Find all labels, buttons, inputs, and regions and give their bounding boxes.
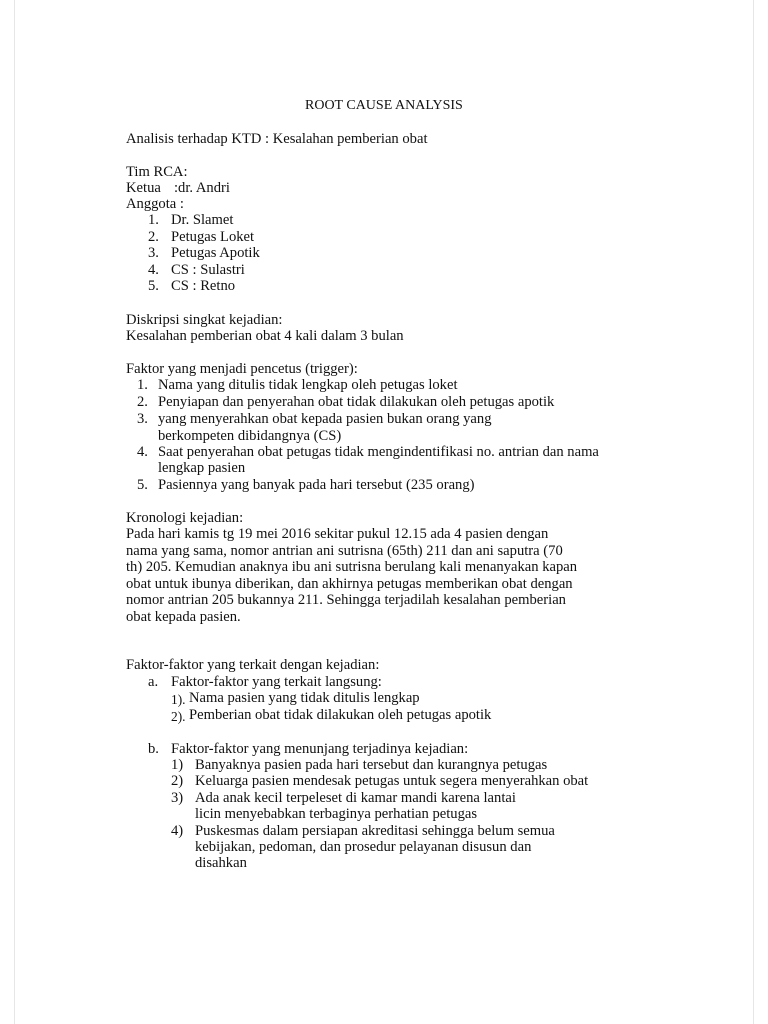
member-name: Petugas Apotik — [171, 245, 260, 261]
deskripsi-text: Kesalahan pemberian obat 4 kali dalam 3 bulan — [126, 328, 404, 344]
faktor-b-text: Ada anak kecil terpeleset di kamar mandi karena lantai — [195, 790, 516, 806]
member-number: 4. — [148, 262, 159, 278]
trigger-text: berkompeten dibidangnya (CS) — [158, 428, 342, 444]
faktor-b-text: Banyaknya pasien pada hari tersebut dan kurangnya petugas — [195, 757, 548, 773]
kronologi-line: obat kepada pasien. — [126, 609, 241, 625]
trigger-number: 4. — [137, 444, 148, 460]
member-number: 2. — [148, 229, 159, 245]
ketua-value: :dr. Andri — [174, 180, 230, 196]
trigger-text: Saat penyerahan obat petugas tidak mengindentifikasi no. antrian dan nama — [158, 444, 599, 460]
faktor-a-number: 1). — [171, 692, 186, 707]
member-name: Petugas Loket — [171, 229, 255, 245]
deskripsi-heading: Diskripsi singkat kejadian: — [126, 312, 283, 328]
trigger-text: lengkap pasien — [158, 460, 246, 476]
trigger-number: 3. — [137, 411, 148, 427]
trigger-heading: Faktor yang menjadi pencetus (trigger): — [126, 361, 358, 377]
faktor-b-number: 1) — [171, 757, 184, 773]
faktor-b-text: Keluarga pasien mendesak petugas untuk segera menyerahkan obat — [195, 773, 589, 789]
trigger-text: Pasiennya yang banyak pada hari tersebut (235 orang) — [158, 477, 475, 493]
trigger-text: Penyiapan dan penyerahan obat tidak dilakukan oleh petugas apotik — [158, 394, 555, 410]
analisis-line: Analisis terhadap KTD : Kesalahan pemberian obat — [126, 131, 428, 147]
member-name: CS : Retno — [171, 278, 236, 294]
faktor-b-text: kebijakan, pedoman, dan prosedur pelayanan disusun dan — [195, 839, 532, 855]
document-page — [14, 0, 754, 1024]
trigger-number: 1. — [137, 377, 148, 393]
kronologi-line: obat untuk ibunya diberikan, dan akhirnya petugas memberikan obat dengan — [126, 576, 573, 592]
kronologi-line: Pada hari kamis tg 19 mei 2016 sekitar pukul 12.15 ada 4 pasien dengan — [126, 526, 549, 542]
trigger-text: Nama yang ditulis tidak lengkap oleh petugas loket — [158, 377, 458, 393]
member-name: Dr. Slamet — [171, 212, 234, 228]
faktor-a-heading: Faktor-faktor yang terkait langsung: — [171, 674, 382, 690]
member-name: CS : Sulastri — [171, 262, 245, 278]
faktor-b-text: licin menyebabkan terbaginya perhatian petugas — [195, 806, 478, 822]
faktor-a-label: a. — [148, 674, 159, 690]
kronologi-line: nama yang sama, nomor antrian ani sutrisna (65th) 211 dan ani saputra (70 — [126, 543, 563, 559]
ketua-label: Ketua — [126, 180, 161, 196]
kronologi-line: nomor antrian 205 bukannya 211. Sehingga terjadilah kesalahan pemberian — [126, 592, 566, 608]
member-number: 5. — [148, 278, 159, 294]
faktor-b-number: 4) — [171, 823, 184, 839]
faktor-b-number: 2) — [171, 773, 184, 789]
member-number: 3. — [148, 245, 159, 261]
trigger-number: 2. — [137, 394, 148, 410]
faktor-b-text: disahkan — [195, 855, 247, 871]
faktor-b-number: 3) — [171, 790, 184, 806]
trigger-number: 5. — [137, 477, 148, 493]
faktor-a-number: 2). — [171, 709, 186, 724]
member-number: 1. — [148, 212, 159, 228]
trigger-text: yang menyerahkan obat kepada pasien bukan orang yang — [158, 411, 492, 427]
faktor-heading: Faktor-faktor yang terkait dengan kejadian: — [126, 657, 380, 673]
faktor-b-heading: Faktor-faktor yang menunjang terjadinya kejadian: — [171, 741, 469, 757]
faktor-a-text: Nama pasien yang tidak ditulis lengkap — [189, 690, 420, 706]
kronologi-line: th) 205. Kemudian anaknya ibu ani sutrisna berulang kali menanyakan kapan — [126, 559, 578, 575]
kronologi-heading: Kronologi kejadian: — [126, 510, 244, 526]
faktor-b-label: b. — [148, 741, 159, 757]
faktor-b-text: Puskesmas dalam persiapan akreditasi sehingga belum semua — [195, 823, 555, 839]
faktor-a-text: Pemberian obat tidak dilakukan oleh petugas apotik — [189, 707, 492, 723]
document-title: ROOT CAUSE ANALYSIS — [305, 98, 463, 113]
tim-heading: Tim RCA: — [126, 164, 188, 180]
anggota-label: Anggota : — [126, 196, 184, 212]
